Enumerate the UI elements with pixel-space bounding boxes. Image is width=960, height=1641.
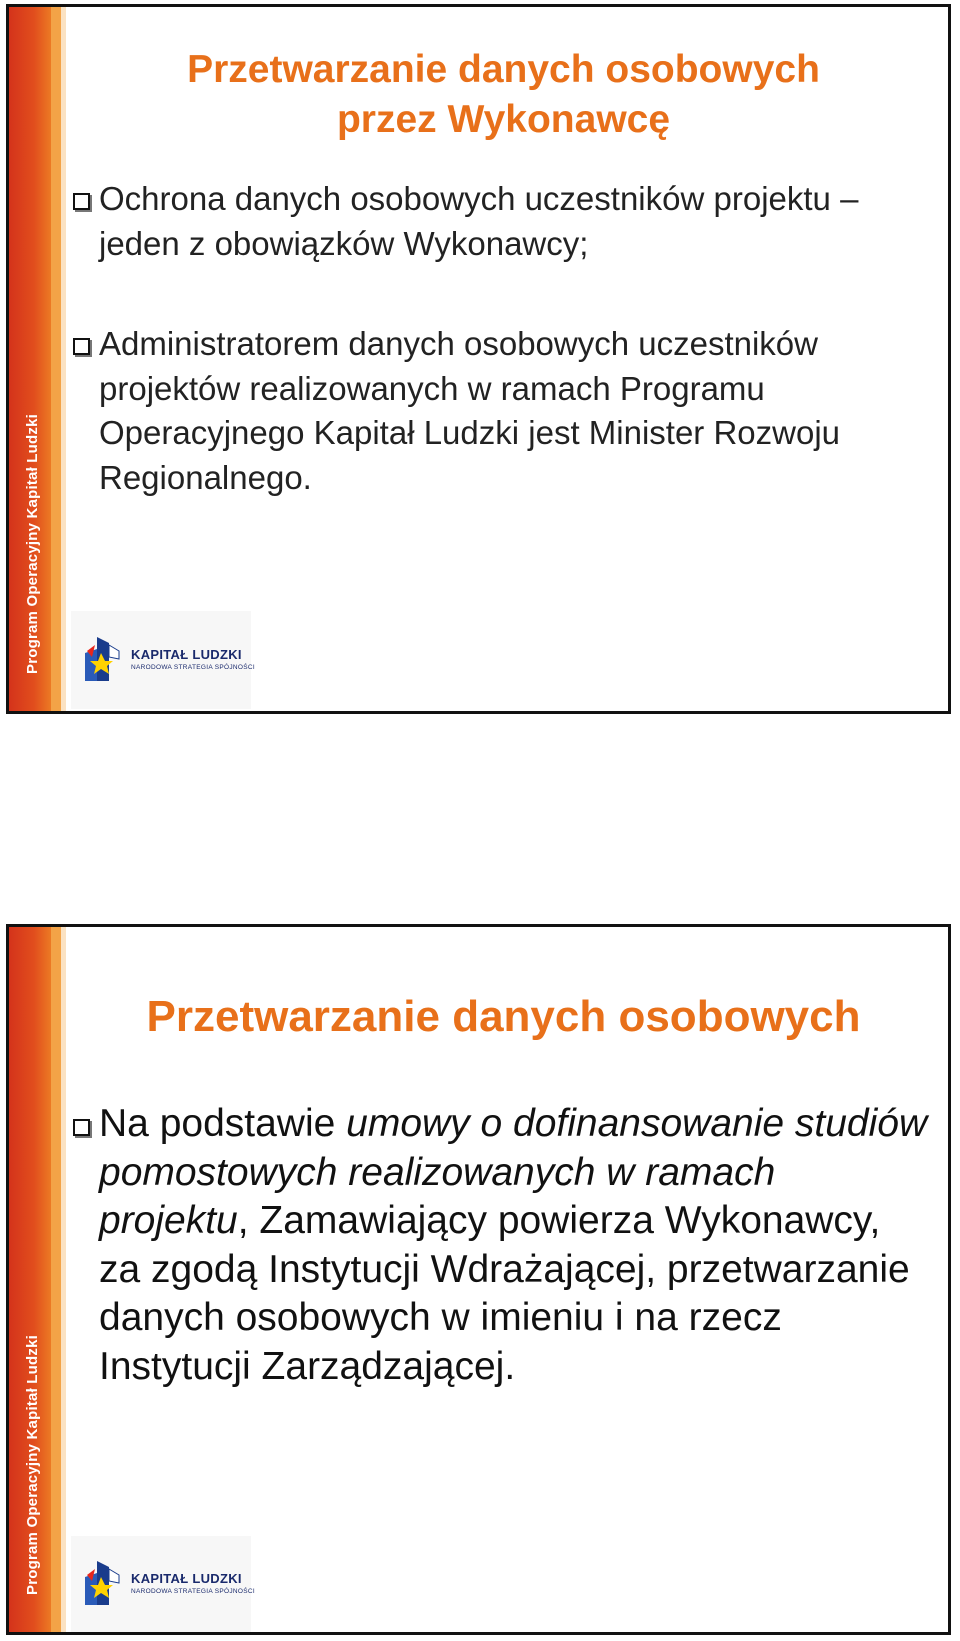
bullet-text-italic: umowy o dofinansowanie studiów pomostowych realizowanych w ramach projektu xyxy=(99,1102,928,1242)
title-line-2: przez Wykonawcę xyxy=(336,98,671,141)
sidebar-stripe xyxy=(51,927,61,1632)
sidebar-text: Program Operacyjny Kapitał Ludzki xyxy=(24,1334,41,1595)
sidebar-stripe-light xyxy=(61,927,66,1632)
bullet-text-part-1: Na podstawie xyxy=(99,1102,347,1145)
slide-title xyxy=(69,45,938,145)
sidebar-stripe-light xyxy=(61,7,66,711)
logo-subtitle: NARODOWA STRATEGIA SPÓJNOŚCI xyxy=(131,664,255,671)
logo-name: KAPITAŁ LUDZKI xyxy=(131,1571,242,1586)
kapital-ludzki-logo-icon xyxy=(83,635,121,683)
list-item xyxy=(73,177,928,266)
list-item xyxy=(73,1100,928,1391)
bullet-list xyxy=(73,177,928,556)
kapital-ludzki-logo-icon xyxy=(83,1559,121,1607)
checkbox-bullet-icon xyxy=(73,338,90,355)
kapital-ludzki-logo xyxy=(83,1559,255,1607)
checkbox-bullet-icon xyxy=(73,1119,90,1136)
logo-subtitle: NARODOWA STRATEGIA SPÓJNOŚCI xyxy=(131,1588,255,1595)
bullet-text: Administratorem danych osobowych uczestników projektów realizowanych w ramach Programu Operacyjnego Kapitał Ludzki jest Minister Rozwoju Regionalnego. xyxy=(99,325,841,496)
bullet-list xyxy=(73,1100,928,1447)
sidebar-text: Program Operacyjny Kapitał Ludzki xyxy=(24,413,41,674)
list-item xyxy=(73,322,928,500)
bullet-text-part-2: , Zamawiający powierza Wykonawcy, za zgodą Instytucji Wdrażającej, przetwarzanie danych osobowych w imieniu i na rzecz Instytucji Zarządzającej. xyxy=(99,1199,910,1388)
bullet-text: Ochrona danych osobowych uczestników projektu – jeden z obowiązków Wykonawcy; xyxy=(99,180,859,262)
logo-name: KAPITAŁ LUDZKI xyxy=(131,647,242,662)
kapital-ludzki-logo xyxy=(83,635,255,683)
slide-title: Przetwarzanie danych osobowych xyxy=(146,992,861,1041)
slide-1 xyxy=(6,4,951,714)
title-line-1: Przetwarzanie danych osobowych xyxy=(187,48,820,91)
checkbox-bullet-icon xyxy=(73,193,90,210)
slide-2 xyxy=(6,924,951,1635)
sidebar-stripe xyxy=(51,7,61,711)
